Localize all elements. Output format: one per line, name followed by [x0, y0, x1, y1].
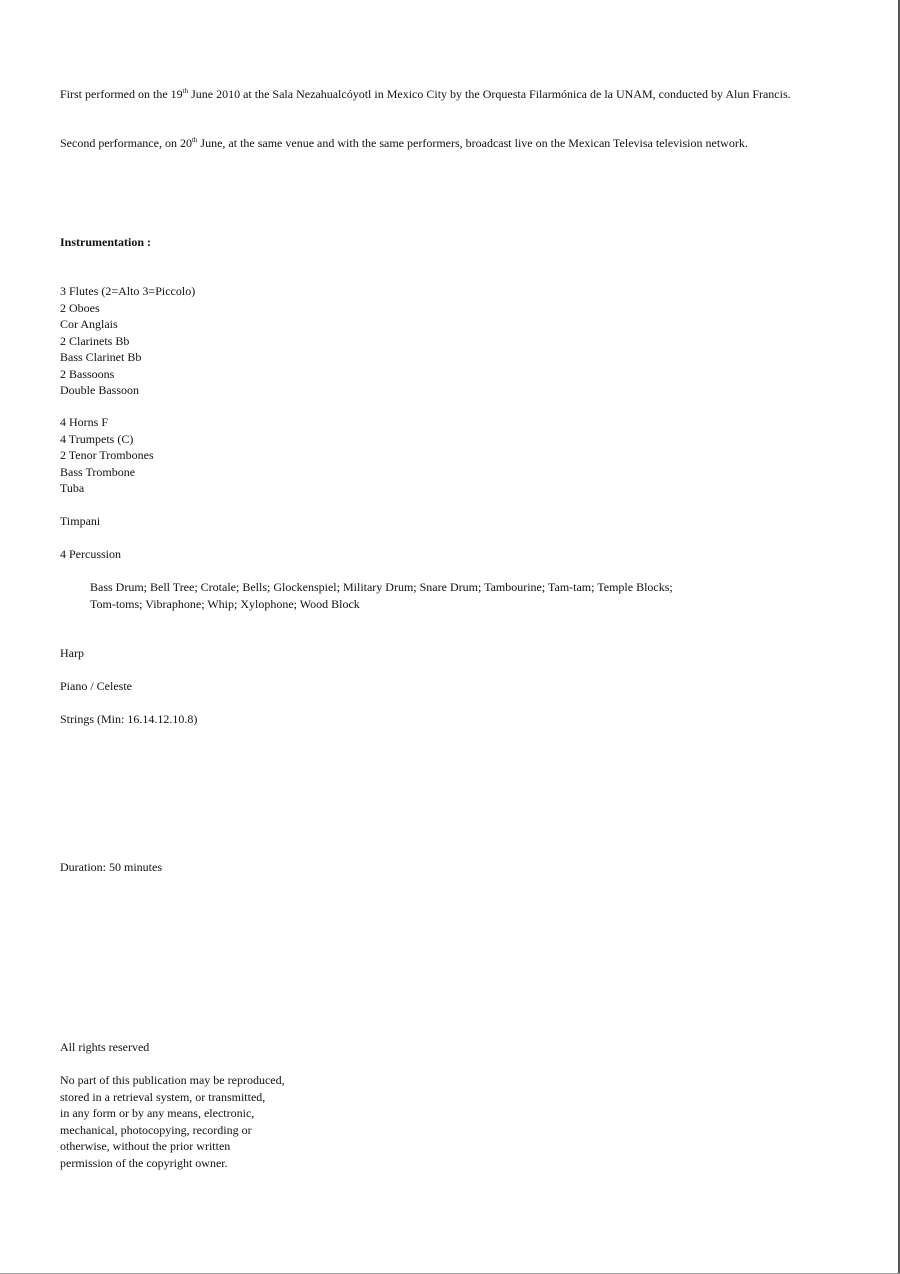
notice-line: mechanical, photocopying, recording or [60, 1122, 252, 1137]
brass-list [60, 414, 154, 497]
first-performance-text: First performed on the 19 [60, 87, 183, 101]
strings-line: Strings (Min: 16.14.12.10.8) [60, 712, 198, 726]
list-item: 2 Bassoons [60, 366, 115, 381]
percussion-heading: 4 Percussion [60, 547, 121, 561]
list-item: 3 Flutes (2=Alto 3=Piccolo) [60, 284, 196, 298]
list-item: 2 Oboes [60, 300, 100, 315]
woodwinds-list [60, 283, 195, 399]
second-performance-text: Second performance, on 20 [60, 136, 192, 150]
notice-line: permission of the copyright owner. [60, 1155, 228, 1170]
list-item: 2 Tenor Trombones [60, 448, 154, 462]
list-item: 4 Horns F [60, 415, 109, 429]
keyboard-line: Piano / Celeste [60, 679, 132, 693]
list-item: Tuba [60, 481, 85, 495]
notice-line: stored in a retrieval system, or transmitted, [60, 1089, 266, 1104]
list-item: 4 Trumpets (C) [60, 431, 134, 446]
duration-line: Duration: 50 minutes [60, 860, 162, 874]
list-item: 2 Clarinets Bb [60, 333, 130, 348]
second-performance-paragraph [60, 135, 820, 152]
list-item: Bass Trombone [60, 464, 136, 479]
percussion-line: Bass Drum; Bell Tree; Crotale; Bells; Glockenspiel; Military Drum; Snare Drum; Tambourine; Tam-tam; Temple Blocks; [90, 580, 673, 594]
second-performance-ordinal: th [191, 136, 198, 144]
first-performance-text-rest: June 2010 at the Sala Nezahualcóyotl in Mexico City by the Orquesta Filarmónica de la UNAM, conducted by Alun Francis. [188, 87, 791, 101]
copyright-notice [60, 1072, 285, 1171]
first-performance-paragraph [60, 86, 820, 103]
percussion-instruments [90, 579, 790, 612]
list-item: Bass Clarinet Bb [60, 350, 142, 364]
notice-line: in any form or by any means, electronic, [60, 1106, 255, 1120]
list-item: Cor Anglais [60, 317, 118, 331]
percussion-line: Tom-toms; Vibraphone; Whip; Xylophone; Wood Block [90, 596, 360, 611]
second-performance-text-rest: June, at the same venue and with the same performers, broadcast live on the Mexican Televisa television network. [197, 136, 748, 150]
first-performance-ordinal: th [182, 87, 189, 95]
notice-line: No part of this publication may be reproduced, [60, 1073, 285, 1087]
list-item: Double Bassoon [60, 383, 139, 397]
timpani-line: Timpani [60, 514, 101, 528]
rights-heading: All rights reserved [60, 1040, 150, 1054]
harp-line: Harp [60, 646, 84, 660]
notice-line: otherwise, without the prior written [60, 1139, 231, 1153]
instrumentation-heading: Instrumentation : [60, 235, 152, 249]
